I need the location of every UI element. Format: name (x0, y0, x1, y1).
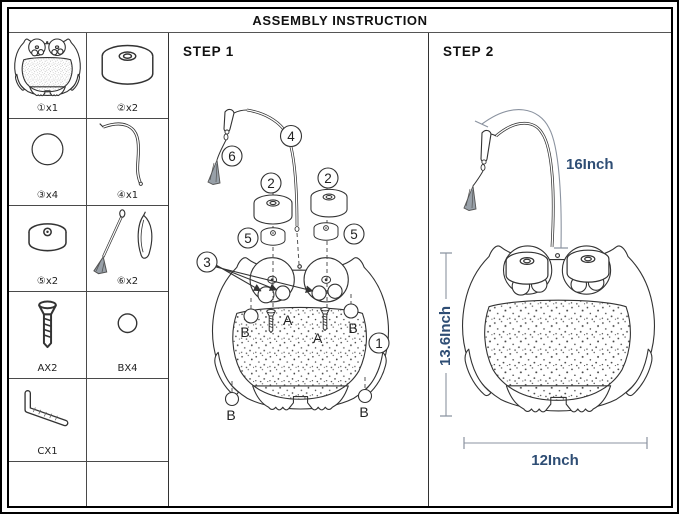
dim-height-label: 13.6Inch (437, 305, 454, 367)
parts-list (9, 33, 169, 506)
callout-1: 1 (375, 336, 383, 351)
part-label: ④x1 (116, 189, 139, 201)
part-cell-washer (9, 206, 87, 292)
cap-label-b: B (240, 324, 250, 340)
callout-2: 2 (267, 176, 275, 191)
part-label: ⑤x2 (36, 276, 59, 288)
part-label: ③x4 (36, 189, 59, 201)
screw-label-a: A (283, 312, 293, 328)
screw-icon (9, 292, 86, 361)
height-dimension (437, 253, 454, 416)
part-label: AX2 (37, 362, 58, 374)
part-cell-empty (87, 379, 168, 462)
screw-label-a: A (313, 330, 323, 346)
part-label: ①x1 (36, 103, 59, 115)
part-cell-empty (87, 462, 168, 506)
page-title: ASSEMBLY INSTRUCTION (252, 13, 428, 28)
dim-width-label: 12Inch (531, 452, 579, 469)
tassel-icon (87, 206, 168, 275)
part-cell-curved-rod (87, 119, 168, 205)
part-cell-cap (87, 292, 168, 378)
callout-3: 3 (203, 255, 211, 270)
step2-title: STEP 2 (443, 44, 495, 59)
callout-5: 5 (350, 227, 358, 242)
part-label: ②x2 (116, 103, 139, 115)
callout-2: 2 (324, 171, 332, 186)
washer-icon (9, 206, 86, 275)
rod-dimension (475, 110, 614, 248)
step2-panel (429, 33, 671, 506)
cap-label-b: B (348, 320, 358, 336)
part-cell-empty (9, 462, 87, 506)
cap-label-b: B (359, 404, 369, 420)
part-cell-screw (9, 292, 87, 378)
owl-assembled (463, 246, 655, 412)
step1-title: STEP 1 (183, 44, 235, 59)
cap-label-b: B (226, 407, 236, 423)
round-plate-icon (9, 119, 86, 188)
dim-rod-label: 16Inch (566, 156, 614, 173)
content (9, 33, 671, 506)
part-label: ⑥x2 (116, 276, 139, 288)
callout-6: 6 (228, 149, 236, 164)
tassel (464, 165, 485, 211)
part-label: CX1 (37, 445, 58, 457)
owl-icon (9, 33, 86, 102)
header (9, 9, 671, 33)
part-cell-round-plate (9, 119, 87, 205)
callout-4: 4 (287, 129, 295, 144)
round-cap-icon (87, 292, 168, 361)
inner-frame (7, 7, 673, 508)
part-label: BX4 (117, 362, 138, 374)
part-cell-owl (9, 33, 87, 119)
solar-discs (254, 189, 347, 245)
callout-5: 5 (244, 231, 252, 246)
curved-rod-icon (87, 119, 168, 188)
allen-key-icon (9, 379, 86, 445)
solar-disc-icon (87, 33, 168, 102)
step1-panel (169, 33, 429, 506)
hanging-rod (481, 123, 553, 247)
step2-diagram (429, 33, 672, 507)
owl-body (213, 258, 389, 410)
part-cell-tassel (87, 206, 168, 292)
width-dimension (464, 437, 647, 469)
part-cell-solar-disc (87, 33, 168, 119)
part-cell-allen-key (9, 379, 87, 462)
step1-diagram (169, 33, 429, 507)
